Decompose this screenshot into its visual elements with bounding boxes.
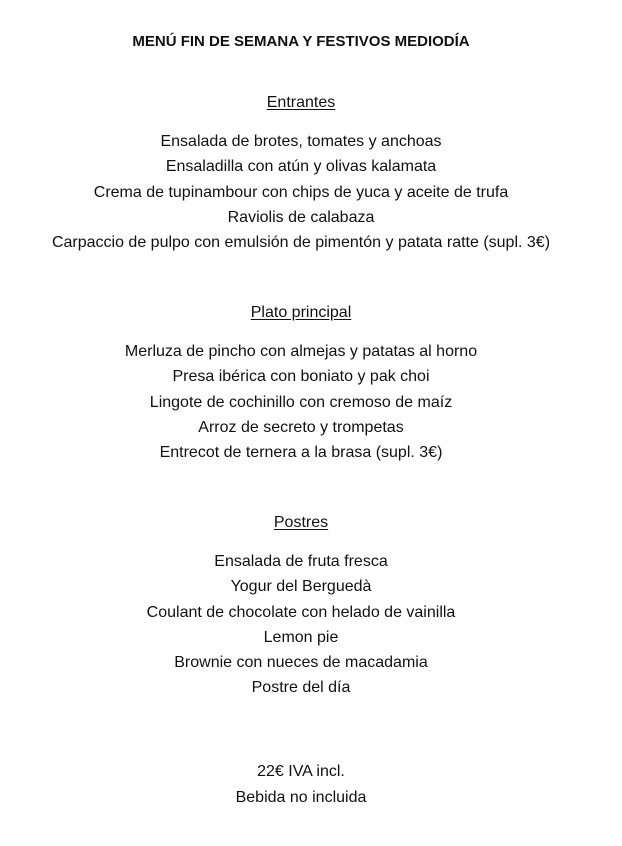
desserts-list [0,549,602,701]
list-item: Merluza de pincho con almejas y patatas al horno [124,343,478,360]
list-item: Postre del día [251,679,351,697]
list-item: Ensalada de brotes, tomates y anchoas [160,133,442,150]
list-item: Carpaccio de pulpo con emulsión de pimentón y patata ratte (supl. 3€) [51,234,551,252]
price-text: 22€ IVA incl. [257,763,345,780]
starters-list [0,129,602,255]
list-item: Yogur del Berguedà [230,578,372,596]
section-heading-desserts: Postres [273,514,329,531]
list-item: Coulant de chocolate con helado de vainilla [146,603,456,621]
list-item: Entrecot de ternera a la brasa (supl. 3€) [159,444,443,462]
list-item: Ensaladilla con atún y olivas kalamata [165,158,437,176]
mains-list [0,339,602,465]
menu-title: MENÚ FIN DE SEMANA Y FESTIVOS MEDIODÍA [132,33,470,50]
drinks-note: Bebida no incluida [235,789,367,806]
list-item: Raviolis de calabaza [227,208,375,226]
list-item: Brownie con nueces de macadamia [174,654,428,672]
list-item: Lingote de cochinillo con cremoso de maíz [149,393,453,411]
list-item: Arroz de secreto y trompetas [198,418,404,436]
section-heading-mains: Plato principal [250,304,352,321]
list-item: Presa ibérica con boniato y pak choi [172,368,430,386]
list-item: Crema de tupinambour con chips de yuca y aceite de trufa [93,183,509,201]
list-item: Ensalada de fruta fresca [214,553,388,570]
list-item: Lemon pie [263,628,339,646]
section-heading-starters: Entrantes [266,94,336,111]
